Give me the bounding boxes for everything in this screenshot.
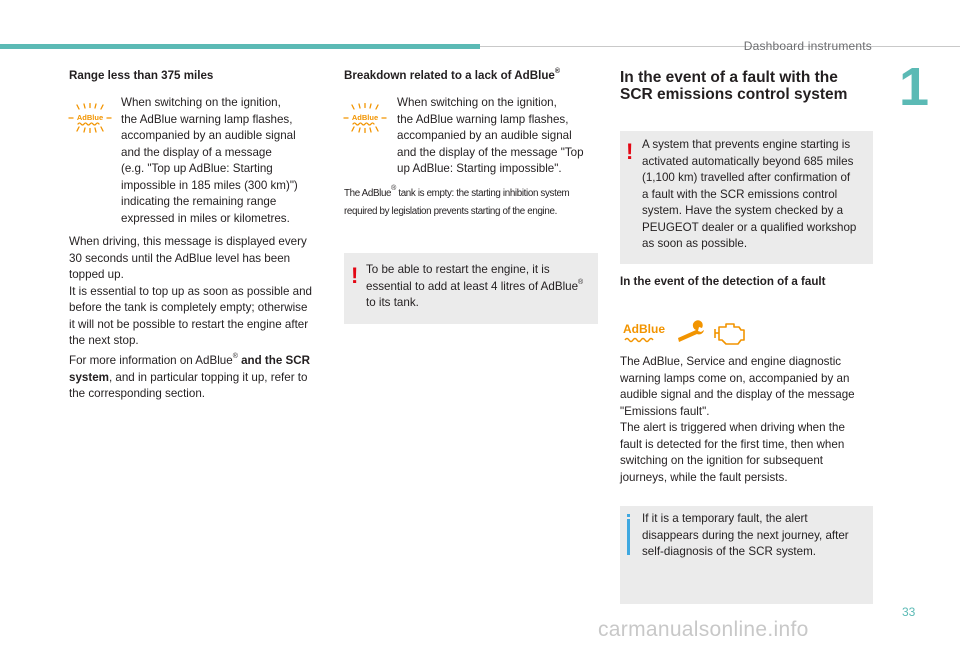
col3-warning-text: A system that prevents engine starting is activated automatically beyond 685 miles (1,100 km) travelled after confirmation of a fault with the SCR emissions control system. Have the system checked by a PEUGEOT dealer or a qualified workshop as soon as possible.: [642, 138, 857, 250]
info-icon-bar: [627, 519, 630, 555]
col2-heading: Breakdown related to a lack of AdBlue®: [344, 68, 561, 82]
col3-paragraph: The AdBlue, Service and engine diagnostic warning lamps come on, accompanied by an audible signal and the display of the message "Emissions fault". The alert is triggered when driving when the fault is detected for the first time, then when switching on the ignition for subsequent journeys, while the fault persists.: [620, 355, 855, 484]
watermark: carmanualsonline.info: [598, 618, 809, 641]
col3-info-text: If it is a temporary fault, the alert disappears during the next journey, after self-diagnosis of the SCR system.: [642, 512, 849, 558]
col2-icon-text: When switching on the ignition, the AdBlue warning lamp flashes, accompanied by an audible signal and the display of the message "Top up AdBlue: Starting impossible".: [397, 96, 584, 175]
adblue-warning-icon: [68, 103, 112, 133]
warning-icon: !: [626, 139, 634, 164]
spanner-icon: [678, 320, 704, 342]
col2-small-note: The AdBlue® tank is empty: the starting inhibition system required by legislation prevents starting of the engine.: [344, 185, 570, 217]
col1-heading: Range less than 375 miles: [69, 69, 214, 82]
col2-warning-text: To be able to restart the engine, it is essential to add at least 4 litres of AdBlue® to its tank.: [366, 263, 584, 309]
chapter-number: 1: [899, 57, 930, 117]
info-icon: [627, 514, 630, 517]
header-rule: [480, 46, 960, 47]
col3-heading: In the event of a fault with the SCR emissions control system: [620, 69, 848, 103]
adblue-icon: [623, 322, 665, 342]
svg-text:AdBlue: AdBlue: [623, 322, 665, 336]
header-accent-bar: [0, 44, 480, 49]
col3-subheading: In the event of the detection of a fault: [620, 275, 826, 288]
fault-warning-icons: [622, 318, 752, 350]
svg-text:AdBlue: AdBlue: [351, 113, 379, 122]
col1-icon-text: When switching on the ignition, the AdBlue warning lamp flashes, accompanied by an audible signal and the display of a message (e.g. "Top up AdBlue: Starting impossible in 185 miles (300 km)") indicating the remaining range expressed in miles or kilometres.: [121, 96, 298, 225]
section-title: Dashboard instruments: [743, 39, 872, 53]
engine-diagnostic-icon: [715, 324, 744, 344]
page-number: 33: [902, 605, 916, 619]
col1-paragraph-1: When driving, this message is displayed every 30 seconds until the AdBlue level has been topped up. It is essential to top up as soon as possible and before the tank is completely empty; otherwise it will not be possible to restart the engine after the next stop.: [69, 235, 312, 347]
svg-text:AdBlue: AdBlue: [76, 113, 104, 122]
warning-icon: !: [351, 263, 359, 288]
col1-paragraph-2: For more information on AdBlue® and the SCR system, and in particular topping it up, refer to the corresponding section.: [69, 353, 311, 400]
adblue-warning-icon: [343, 103, 387, 133]
